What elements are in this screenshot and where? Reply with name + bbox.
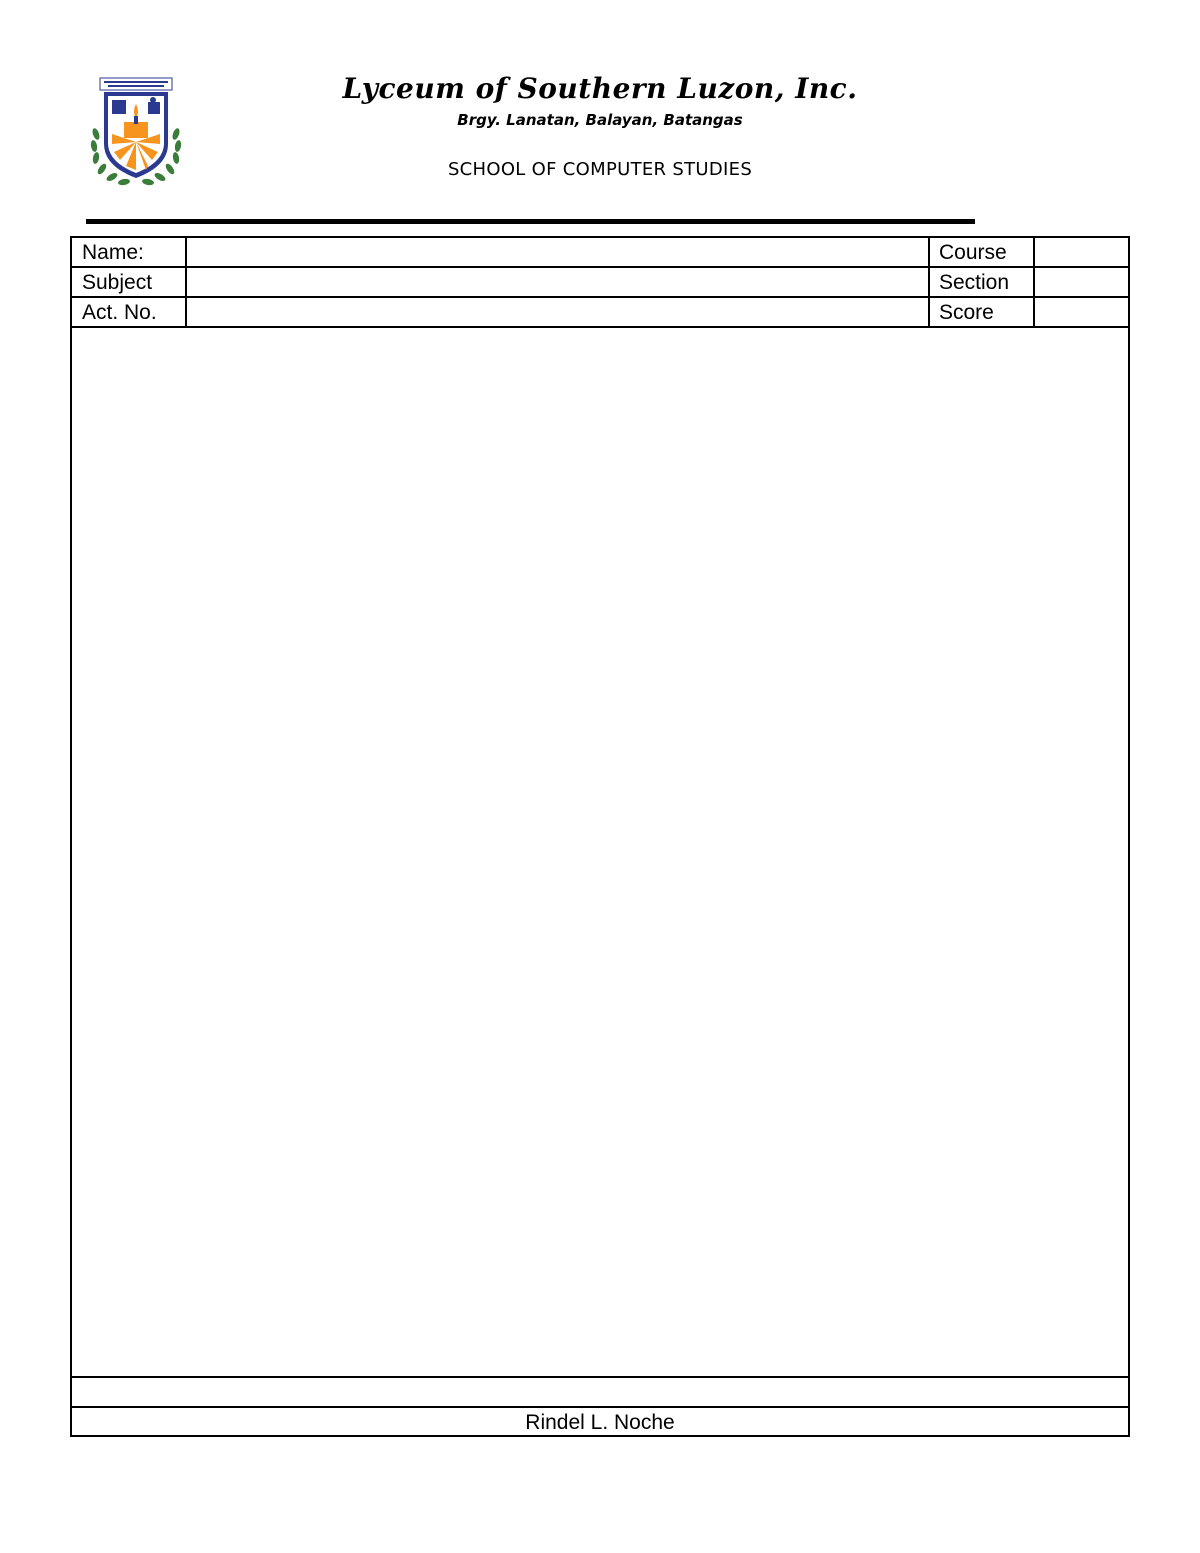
name-label: Name: [82, 241, 144, 264]
header-divider [86, 219, 975, 224]
school-seal-logo [86, 74, 186, 189]
school-address: Brgy. Lanatan, Balayan, Batangas [457, 111, 743, 129]
course-label: Course [939, 241, 1007, 264]
school-name: Lyceum of Southern Luzon, Inc. [342, 72, 858, 105]
activity-form [70, 236, 1130, 1437]
footer-blank-row [72, 1379, 1128, 1405]
column-divider [185, 238, 187, 327]
department-title: SCHOOL OF COMPUTER STUDIES [447, 159, 753, 180]
footer-divider [72, 1406, 1128, 1408]
act-no-label: Act. No. [82, 301, 157, 324]
body-section-divider [72, 1376, 1128, 1378]
subject-label: Subject [82, 271, 153, 294]
score-label: Score [939, 301, 994, 324]
column-divider [1033, 238, 1035, 327]
instructor-name: Rindel L. Noche [525, 1411, 675, 1434]
activity-body-area[interactable] [72, 330, 1128, 1374]
school-seal-icon [86, 74, 186, 189]
section-label: Section [939, 271, 1010, 294]
